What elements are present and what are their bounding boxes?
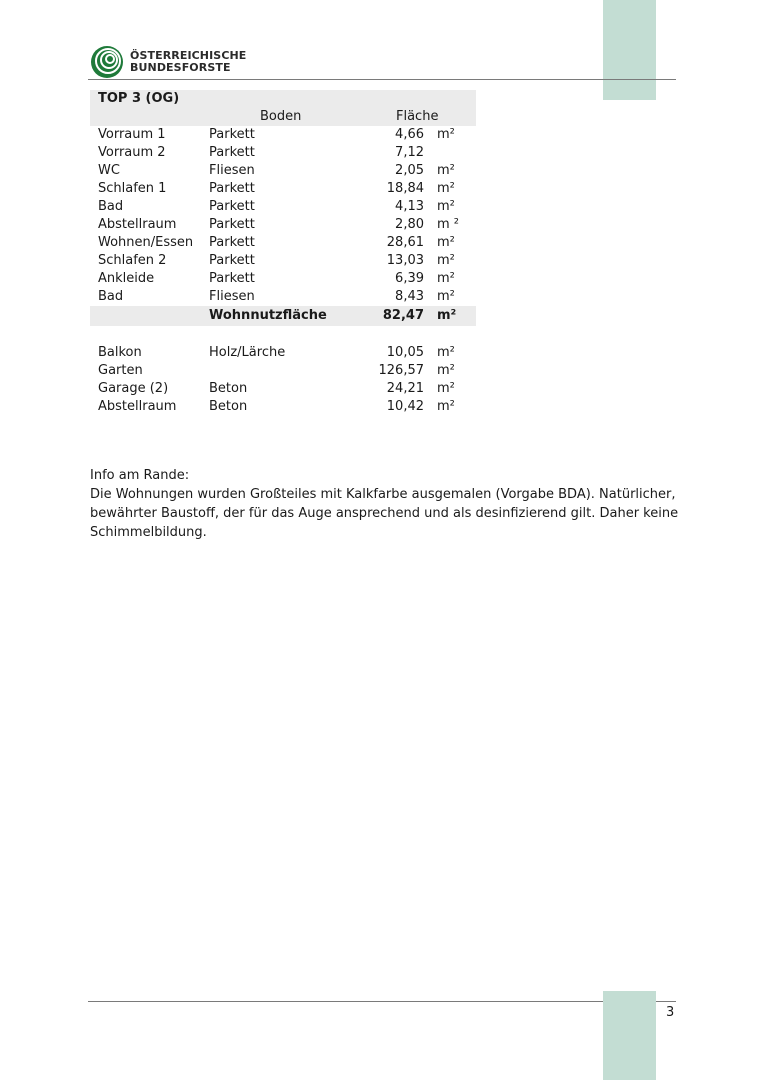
total-area: 82,47 <box>382 308 424 323</box>
room-name: Vorraum 1 <box>98 127 166 142</box>
area-value: 8,43 <box>395 289 424 304</box>
column-header-floor: Boden <box>260 109 302 124</box>
area-unit: m² <box>437 181 455 196</box>
room-rows <box>90 126 476 306</box>
room-name: Ankleide <box>98 271 155 286</box>
area-unit: m² <box>437 271 455 286</box>
logo-line-1: ÖSTERREICHISCHE <box>130 49 247 62</box>
footer-rule <box>88 1001 676 1002</box>
room-name: Wohnen/Essen <box>98 235 194 250</box>
area-value: 7,12 <box>395 145 424 160</box>
area-value: 18,84 <box>386 181 424 196</box>
area-value: 13,03 <box>386 253 424 268</box>
floor-type: Parkett <box>209 253 255 268</box>
room-name: Abstellraum <box>98 217 177 232</box>
table-row <box>90 216 476 234</box>
room-name: Schlafen 1 <box>98 181 167 196</box>
table-title: TOP 3 (OG) <box>98 91 180 106</box>
area-unit: m² <box>437 253 455 268</box>
room-name: Schlafen 2 <box>98 253 167 268</box>
table-row <box>90 180 476 198</box>
table-title-row <box>90 90 476 108</box>
room-name: Vorraum 2 <box>98 145 166 160</box>
area-unit: m² <box>437 199 455 214</box>
room-name: Bad <box>98 289 124 304</box>
floor-type: Parkett <box>209 145 255 160</box>
area-unit: m² <box>437 127 455 142</box>
area-value: 2,80 <box>395 217 424 232</box>
area-value: 10,42 <box>386 399 424 414</box>
table-row <box>90 288 476 306</box>
column-header-area: Fläche <box>396 109 439 124</box>
table-row <box>90 126 476 144</box>
header-accent-tab <box>603 0 656 100</box>
area-value: 28,61 <box>386 235 424 250</box>
table-row <box>90 344 476 362</box>
room-name: Garten <box>98 363 143 378</box>
area-value: 6,39 <box>395 271 424 286</box>
area-unit: m ² <box>437 217 460 232</box>
page-number: 3 <box>666 1005 675 1020</box>
total-label: Wohnnutzfläche <box>209 308 327 323</box>
header-rule <box>88 79 676 80</box>
floor-type: Parkett <box>209 271 255 286</box>
room-name: WC <box>98 163 120 178</box>
table-row <box>90 398 476 416</box>
floor-type: Beton <box>209 381 248 396</box>
area-value: 126,57 <box>378 363 424 378</box>
area-value: 10,05 <box>386 345 424 360</box>
room-name: Abstellraum <box>98 399 177 414</box>
room-name: Balkon <box>98 345 142 360</box>
extra-rows <box>90 344 476 416</box>
table-row <box>90 234 476 252</box>
floor-type: Parkett <box>209 181 255 196</box>
company-logo <box>90 45 246 79</box>
room-name: Bad <box>98 199 124 214</box>
info-heading: Info am Rande: <box>90 468 190 483</box>
logo-wordmark <box>130 50 246 74</box>
area-unit: m² <box>437 381 455 396</box>
total-unit: m² <box>437 308 457 323</box>
floor-type: Fliesen <box>209 289 255 304</box>
info-section <box>90 466 680 542</box>
area-unit: m² <box>437 399 455 414</box>
area-unit: m² <box>437 235 455 250</box>
area-unit: m² <box>437 163 455 178</box>
floor-type: Parkett <box>209 217 255 232</box>
floor-type: Holz/Lärche <box>209 345 286 360</box>
table-row <box>90 252 476 270</box>
area-value: 4,13 <box>395 199 424 214</box>
table-row <box>90 362 476 380</box>
table-header-row <box>90 108 476 126</box>
logo-line-2: BUNDESFORSTE <box>130 61 231 74</box>
floor-type: Parkett <box>209 235 255 250</box>
floor-type: Beton <box>209 399 248 414</box>
area-unit: m² <box>437 363 455 378</box>
info-body: Die Wohnungen wurden Großteiles mit Kalkfarbe ausgemalen (Vorgabe BDA). Natürlicher, bewährter Baustoff, der für das Auge ansprechend und als desinfizierend gilt. Daher keine Schimmelbildung. <box>90 487 679 540</box>
floor-type: Parkett <box>209 127 255 142</box>
table-row <box>90 270 476 288</box>
area-table <box>90 90 476 416</box>
room-name: Garage (2) <box>98 381 169 396</box>
area-unit: m² <box>437 345 455 360</box>
table-row <box>90 198 476 216</box>
area-value: 2,05 <box>395 163 424 178</box>
table-row <box>90 162 476 180</box>
area-value: 4,66 <box>395 127 424 142</box>
footer-accent-tab <box>603 991 656 1080</box>
table-row <box>90 380 476 398</box>
logo-rings-icon <box>90 45 124 79</box>
table-spacer <box>90 326 476 344</box>
total-row <box>90 306 476 326</box>
area-value: 24,21 <box>386 381 424 396</box>
area-unit: m² <box>437 289 455 304</box>
floor-type: Fliesen <box>209 163 255 178</box>
floor-type: Parkett <box>209 199 255 214</box>
table-row <box>90 144 476 162</box>
